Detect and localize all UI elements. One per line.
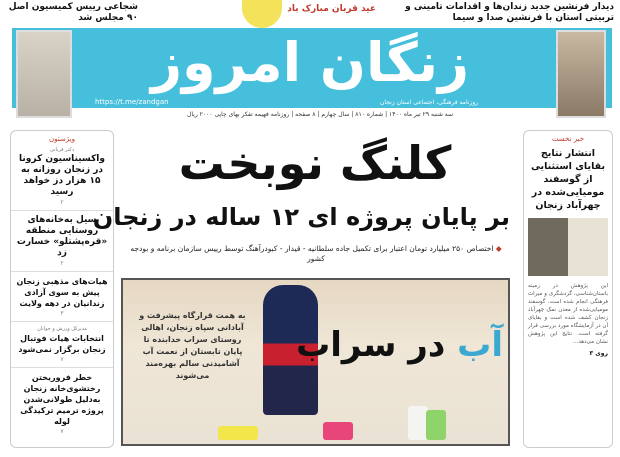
left-portrait-photo[interactable] bbox=[16, 30, 72, 118]
item-title: هیات‌های مذهبی زنجان پیش به سوی آزادی زندانیان در دهه ولایت bbox=[16, 277, 108, 308]
left-column bbox=[10, 130, 114, 448]
list-item[interactable] bbox=[11, 322, 113, 368]
main-headline[interactable]: کلنگ نوبخت bbox=[178, 136, 452, 190]
dek-line bbox=[124, 244, 508, 264]
top-right-headline[interactable]: دیدار فرنشین جدید زندان‌ها و اقدامات تامینی و تربیتی استان با فرنشین صدا و سیما bbox=[405, 2, 614, 23]
sub-headline: بر پایان پروژه ای ۱۲ ساله در زنجان bbox=[92, 203, 510, 231]
right-body-text: این پژوهش در زمینه باستان‌شناسی، گردشگری و میراث فرهنگی انجام شده است. گوسفند مومیایی‌شده از معدن نمک چهرآباد زنجان کشف شده است و بقایای آن در آزمایشگاه مورد بررسی قرار گرفته است. نتایج این پژوهش نشان می‌دهد... bbox=[528, 283, 608, 345]
photo-title-rest: در سراب bbox=[296, 325, 446, 365]
page-number: ۷ bbox=[60, 428, 64, 435]
top-left-headline[interactable]: شجاعی رییس کمیسیون اصل ۹۰ مجلس شد bbox=[8, 2, 138, 23]
page-ref: روی ۳ bbox=[589, 350, 608, 357]
item-title: واکسیناسیون کرونا در زنجان روزانه به ۱۵ هزار دز خواهد رسید bbox=[19, 154, 105, 197]
newspaper-title: زنگان امروز bbox=[150, 31, 470, 94]
greeting: عید قربان مبارک باد bbox=[287, 4, 376, 14]
jerrycan bbox=[426, 410, 446, 440]
bird-logo-icon bbox=[242, 0, 282, 28]
right-column bbox=[523, 130, 613, 448]
right-headline[interactable]: انتشار نتایج بقایای استثنایی از گوسفند مومیایی‌شده در چهرآباد زنجان bbox=[530, 148, 606, 211]
kicker: مدیرکل ورزش و جوانان bbox=[37, 326, 87, 332]
page-number: ۳ bbox=[60, 310, 64, 317]
list-item[interactable] bbox=[11, 272, 113, 322]
jerrycan bbox=[218, 426, 258, 440]
item-title: سیل به‌خانه‌های روستایی منطقه «قره‌پشتلو» خسارت زد bbox=[16, 215, 108, 258]
kicker: دکتر قربانی bbox=[49, 147, 75, 153]
telegram-url[interactable]: https://t.me/zandgan bbox=[95, 98, 169, 106]
dateline: سه شنبه ۲۹ تیر ماه ۱۴۰۰ | شماره ۸۱۰ | سال چهارم | ۸ صفحه | روزنامه فهیمه تفکر بهای چاپی ۲۰۰۰ ریال bbox=[186, 111, 454, 118]
right-section-label: خبر نخست bbox=[551, 135, 585, 143]
dek-text: اختصاص ۲۵۰ میلیارد تومان اعتبار برای تکمیل جاده سلطانیه - قیدار - کبودرآهنگ توسط رییس سازمان برنامه و بودجه کشور bbox=[130, 244, 494, 263]
tagline: روزنامه فرهنگی، اجتماعی استان زنجان bbox=[380, 99, 479, 106]
photo-title-accent: آب bbox=[457, 325, 503, 365]
page-number: ۲ bbox=[60, 260, 64, 267]
mummified-sheep-photo bbox=[528, 218, 608, 276]
right-portrait-photo[interactable] bbox=[556, 30, 606, 118]
page-number: ۲ bbox=[60, 199, 64, 206]
photo-caption: به همت قرارگاه پیشرفت و آبادانی سپاه زنجان، اهالی روستای سراب خدابنده تا پایان تابستان از نعمت آب آشامیدنی سالم بهره‌مند می‌شوند bbox=[139, 311, 246, 380]
page-number: ۷ bbox=[60, 356, 64, 363]
item-title: خطر فروریختن رختشوی‌خانه زنجان به‌دلیل طولانی‌شدن پروژه ترمیم ترکیدگی لوله bbox=[20, 373, 104, 426]
photo-title bbox=[296, 320, 503, 370]
bullet-icon: ◆ bbox=[495, 244, 502, 253]
jerrycan bbox=[323, 422, 353, 440]
left-section-label: ویژستون bbox=[49, 135, 75, 143]
jerrycan bbox=[408, 406, 428, 440]
item-title: انتخابات هیات فوتبال زنجان برگزار نمی‌شود bbox=[18, 334, 106, 354]
list-item[interactable] bbox=[11, 368, 113, 439]
main-photo[interactable] bbox=[121, 278, 510, 446]
